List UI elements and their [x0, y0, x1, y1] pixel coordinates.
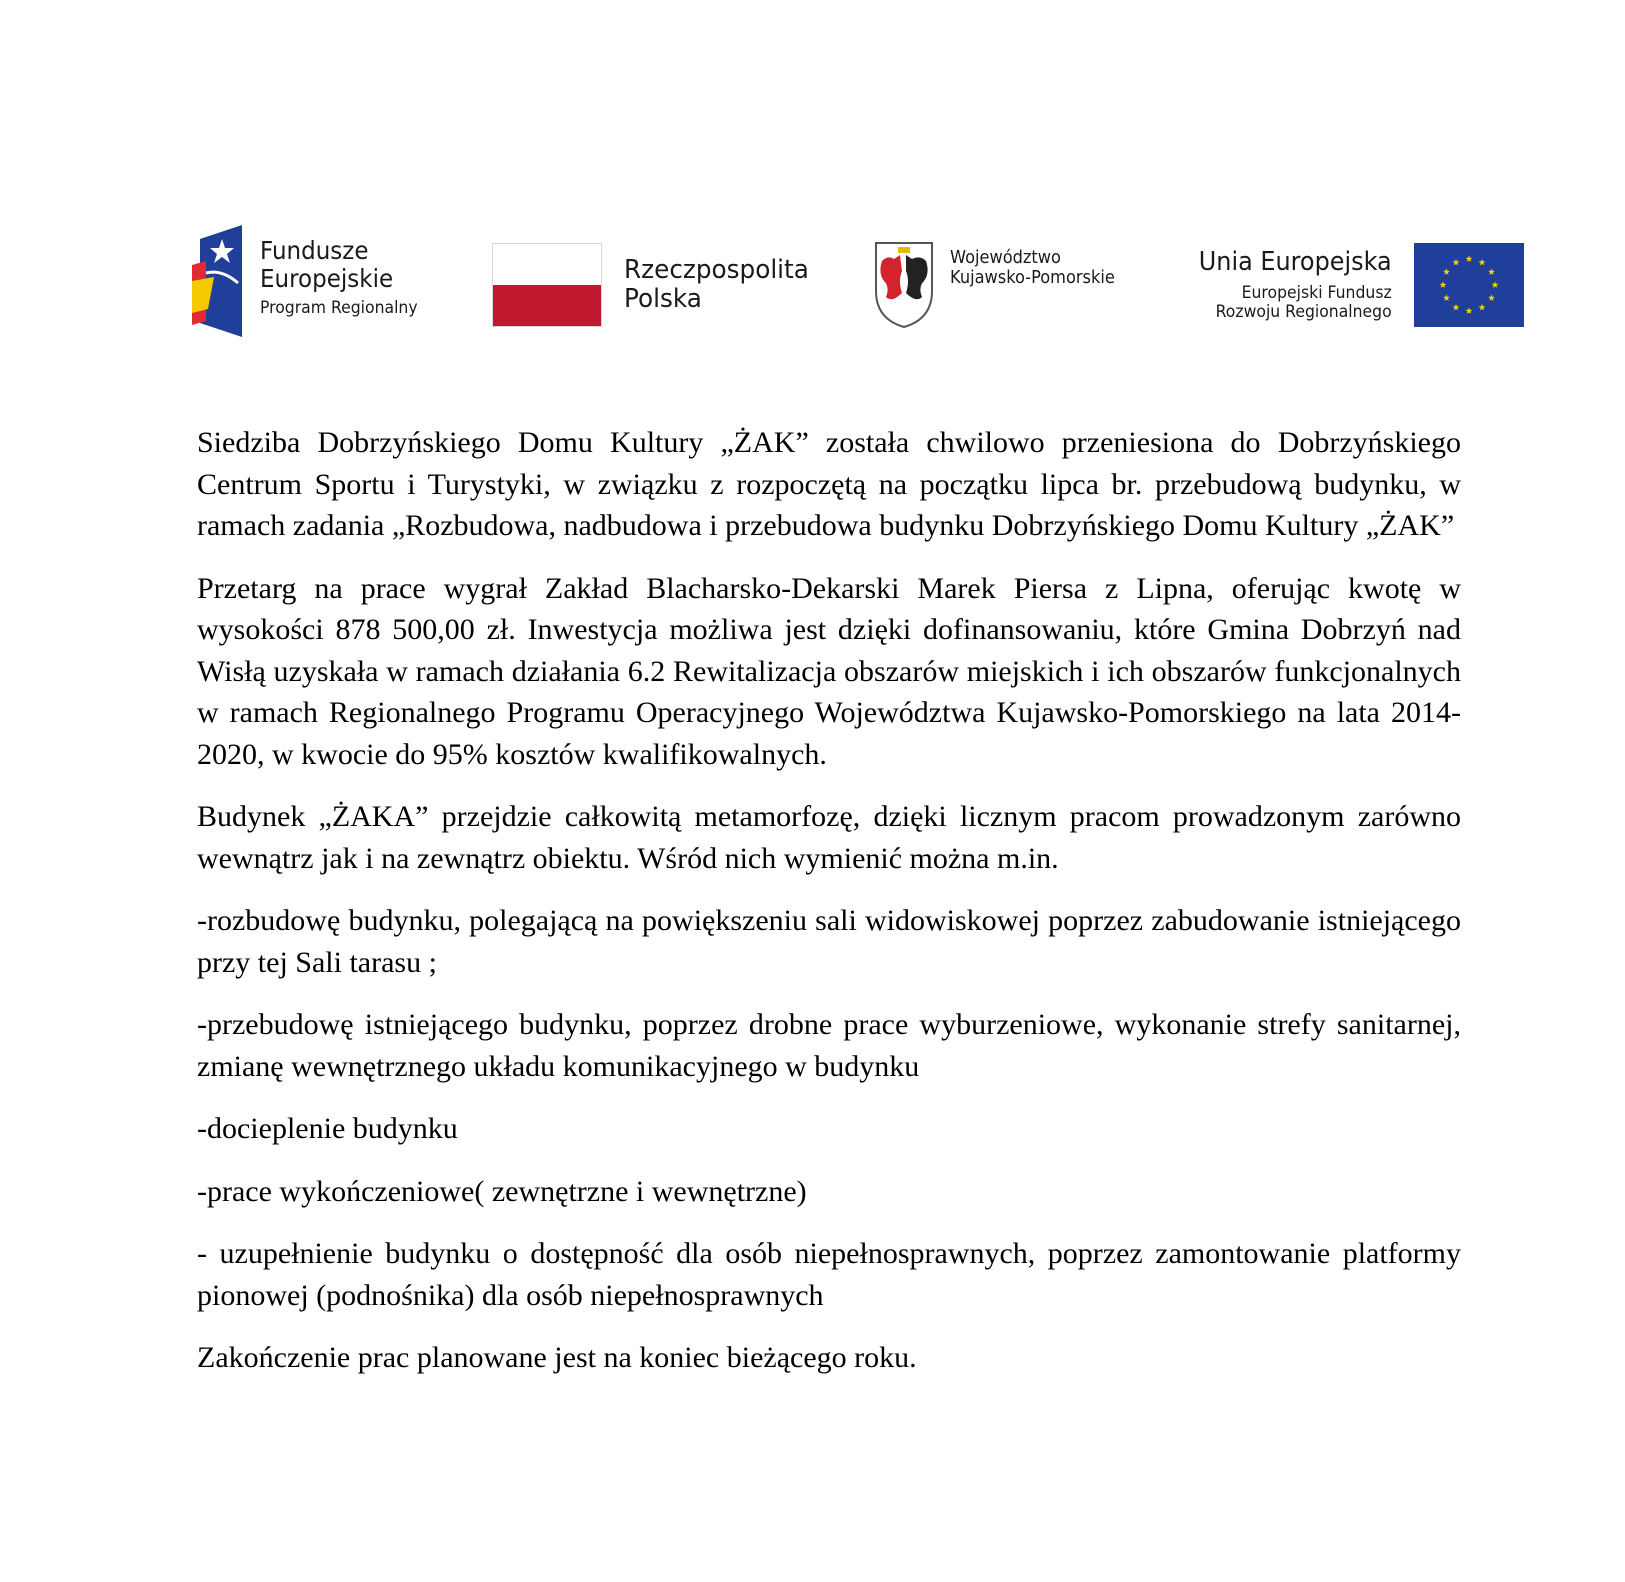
paragraph-tender: Przetarg na prace wygrał Zakład Blacharsko-Dekarski Marek Piersa z Lipna, oferując kwotę w wysokości 878 500,00 zł. Inwestycja możliwa jest dzięki dofinansowaniu, które Gmina Dobrzyń nad Wisłą uzyskała w ramach działania 6.2 Rewitalizacja obszarów miejskich i ich obszarów funkcjonalnych w ramach Regionalnego Programu Operacyjnego Województwa Kujawsko-Pomorskiego na lata 2014-2020, w kwocie do 95% kosztów kwalifikowalnych. — [197, 571, 1461, 771]
coat-of-arms-icon — [874, 241, 934, 329]
list-item-accessibility: - uzupełnienie budynku o dostępność dla osób niepełnosprawnych, poprzez zamontowanie platformy pionowej (podnośnika) dla osób niepełnosprawnych — [197, 1237, 1461, 1312]
list-item-finishing: -prace wykończeniowe( zewnętrzne i wewnętrzne) — [197, 1174, 807, 1208]
fundusze-europejskie-emblem-icon — [192, 225, 244, 337]
paragraph-metamorphosis: Budynek „ŻAKA” przejdzie całkowitą metamorfozę, dzięki licznym pracom prowadzonym zarówno wewnątrz jak i na zewnątrz obiektu. Wśród nich wymienić można m.in. — [197, 800, 1461, 875]
list-item-extension: -rozbudowę budynku, polegającą na powiększeniu sali widowiskowej poprzez zabudowanie istniejącego przy tej Sali tarasu ; — [197, 904, 1461, 979]
paragraph-relocation: Siedziba Dobrzyńskiego Domu Kultury „ŻAK” została chwilowo przeniesiona do Dobrzyńskiego Centrum Sportu i Turystyki, w związku z rozpoczętą na początku lipca br. przebudową budynku, w ramach zadania „Rozbudowa, nadbudowa i przebudowa budynku Dobrzyńskiego Domu Kultury „ŻAK” — [197, 426, 1461, 542]
wojewodztwo-logo-line2: Kujawsko-Pomorskie — [950, 267, 1115, 288]
fundusze-europejskie-logo — [192, 225, 431, 337]
fundusze-logo-line2: Europejskie — [260, 264, 394, 294]
logo-bar — [0, 0, 1625, 360]
rzeczpospolita-logo-line2: Polska — [624, 284, 702, 314]
polish-flag-icon — [492, 243, 602, 327]
document-body — [197, 422, 1461, 1400]
list-item-insulation: -docieplenie budynku — [197, 1112, 458, 1145]
fundusze-logo-line3: Program Regionalny — [260, 298, 418, 319]
fundusze-logo-line1: Fundusze — [260, 236, 369, 266]
wojewodztwo-logo-line1: Województwo — [950, 246, 1061, 268]
paragraph-completion: Zakończenie prac planowane jest na koniec bieżącego roku. — [197, 1341, 917, 1374]
eu-flag-icon — [1414, 243, 1524, 327]
wojewodztwo-kujawsko-pomorskie-logo — [874, 240, 1133, 330]
rzeczpospolita-logo-line1: Rzeczpospolita — [624, 254, 809, 285]
unia-logo-line2: Europejski Fundusz — [1241, 282, 1392, 303]
list-item-reconstruction: -przebudowę istniejącego budynku, poprzez drobne prace wyburzeniowe, wykonanie strefy sanitarnej, zmianę wewnętrznego układu komunikacyjnego w budynku — [197, 1008, 1461, 1083]
unia-europejska-logo — [1182, 243, 1524, 327]
unia-logo-line1: Unia Europejska — [1198, 247, 1392, 278]
unia-logo-line3: Rozwoju Regionalnego — [1215, 301, 1392, 322]
rzeczpospolita-polska-logo — [492, 243, 819, 327]
